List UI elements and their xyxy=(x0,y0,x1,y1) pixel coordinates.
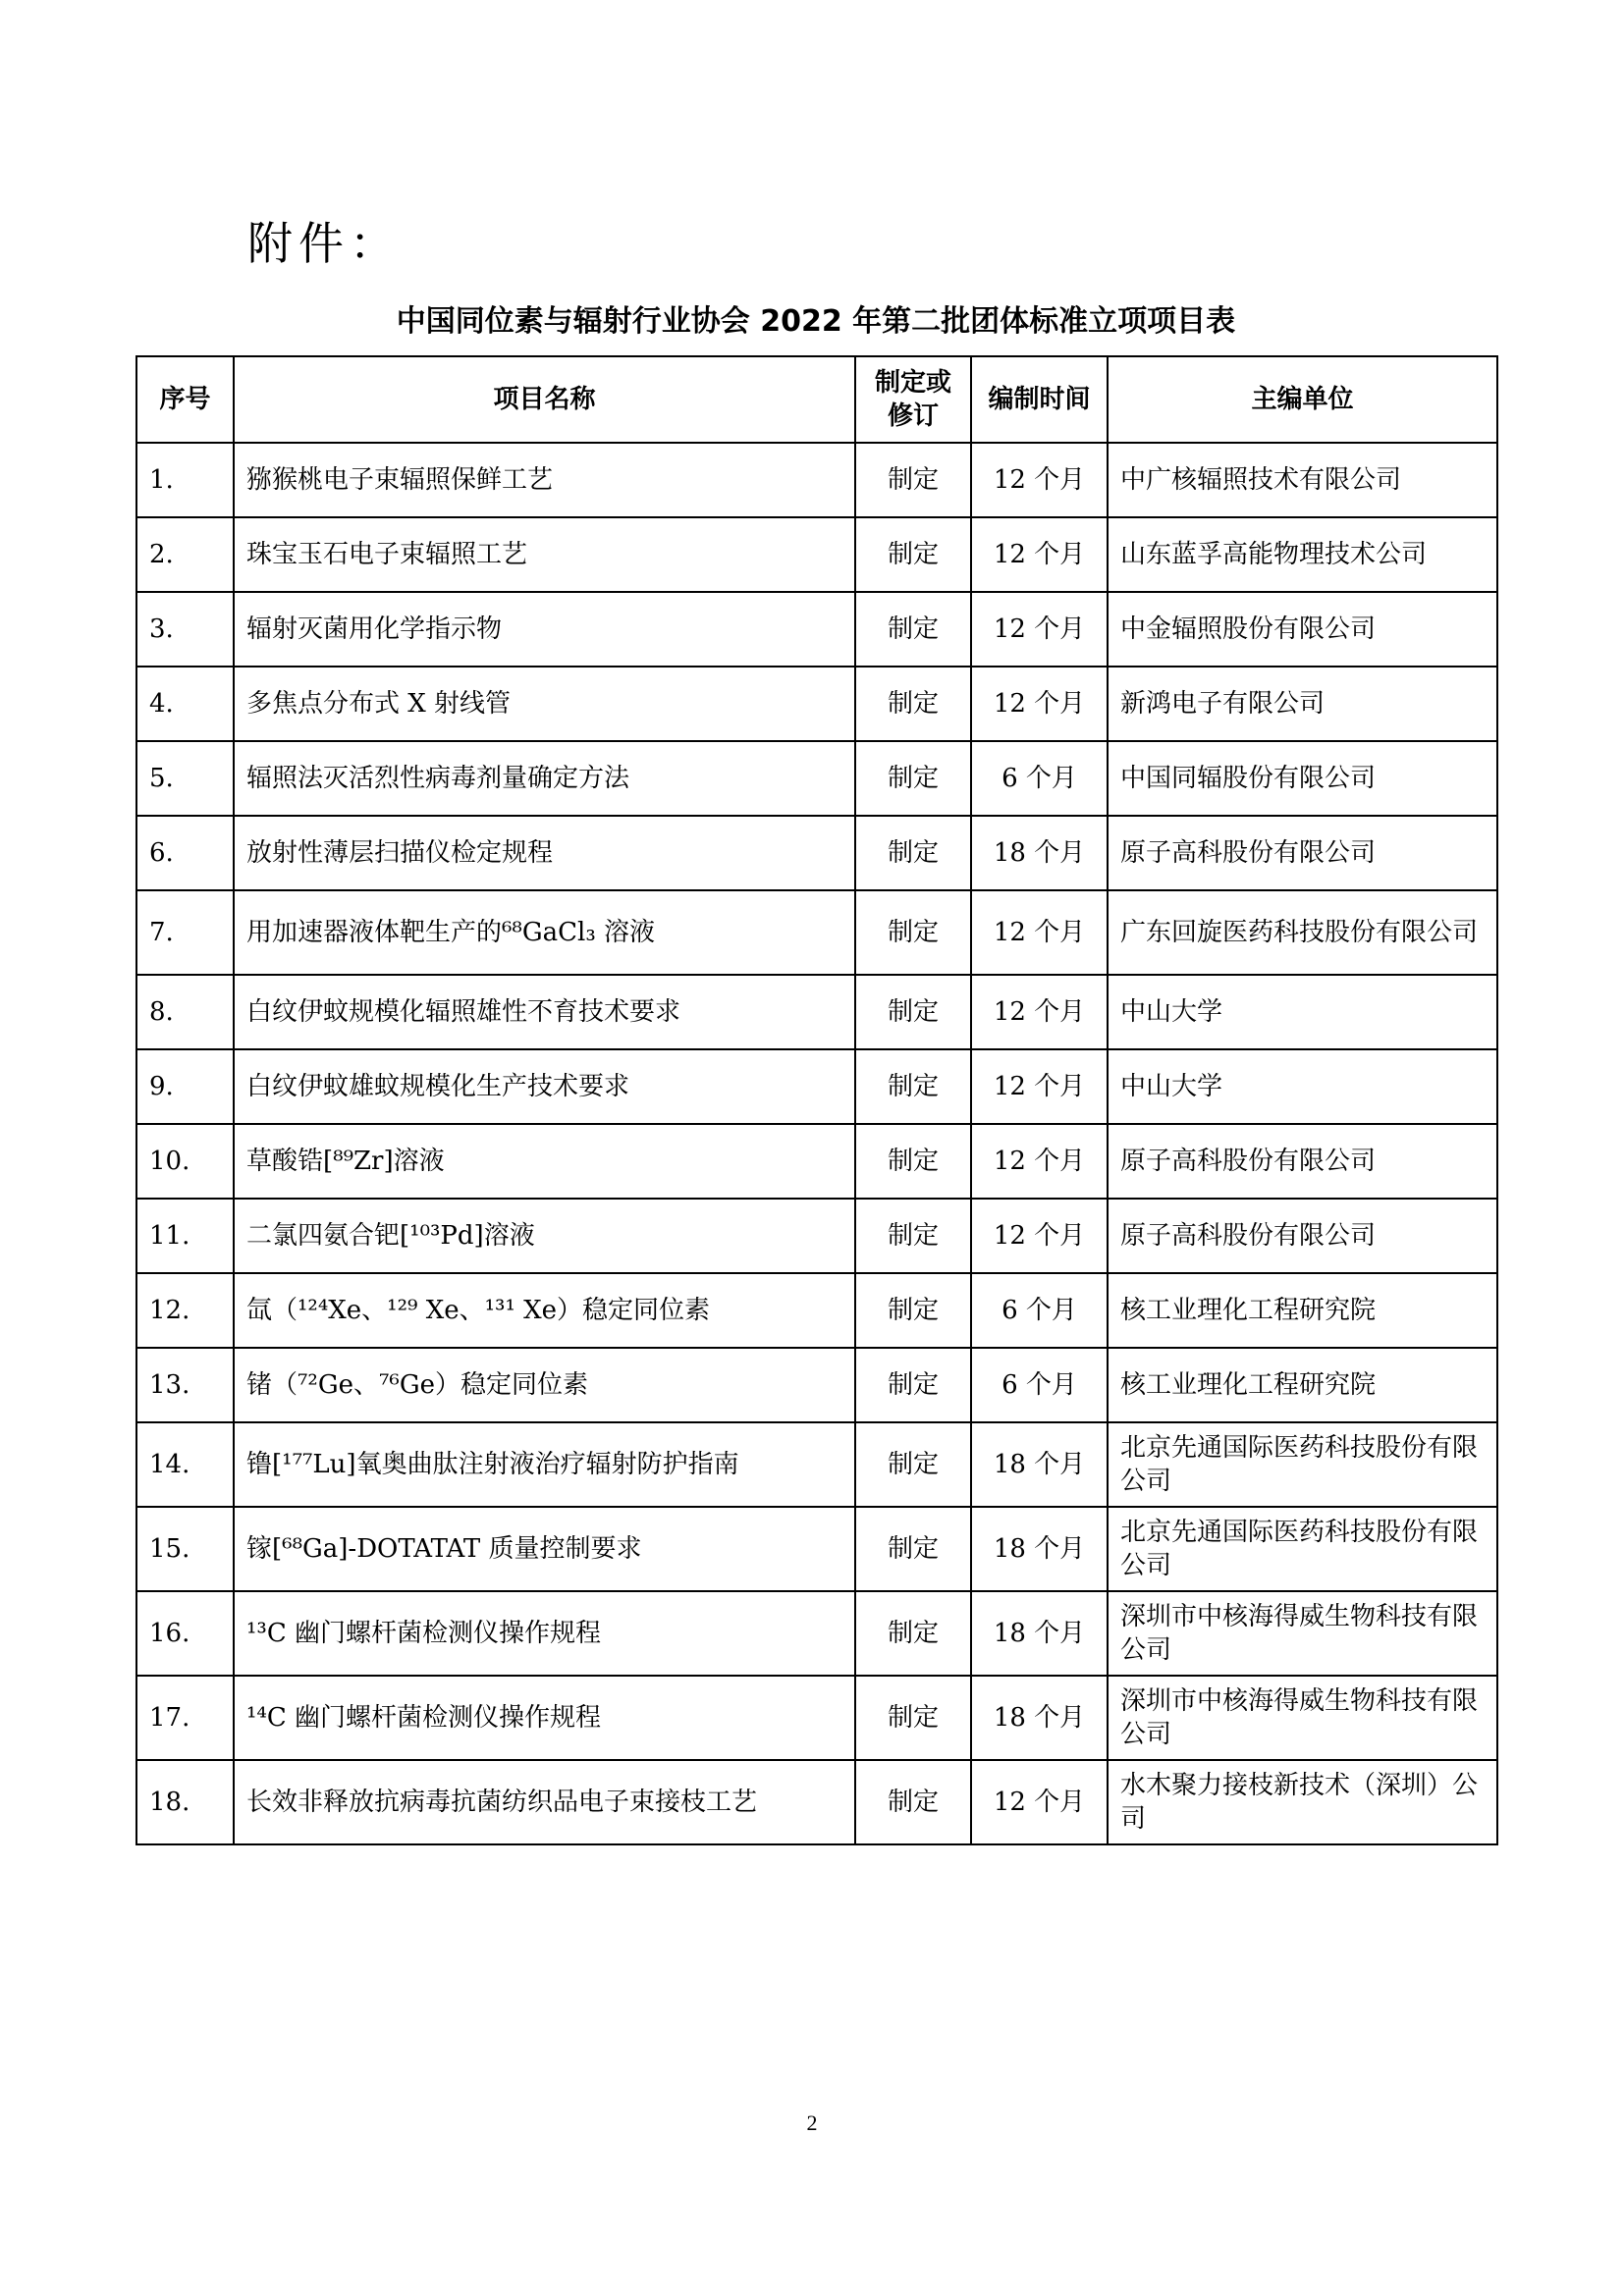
row-type: 制定 xyxy=(855,1591,971,1676)
row-name: 长效非释放抗病毒抗菌纺织品电子束接枝工艺 xyxy=(234,1760,855,1844)
row-name: 镥[¹⁷⁷Lu]氧奥曲肽注射液治疗辐射防护指南 xyxy=(234,1422,855,1507)
table-row xyxy=(136,1760,1497,1844)
row-type: 制定 xyxy=(855,741,971,816)
row-type: 制定 xyxy=(855,592,971,667)
row-type: 制定 xyxy=(855,667,971,741)
row-duration: 18 个月 xyxy=(971,1507,1108,1591)
row-type: 制定 xyxy=(855,1507,971,1591)
row-name: ¹³C 幽门螺杆菌检测仪操作规程 xyxy=(234,1591,855,1676)
row-org: 深圳市中核海得威生物科技有限公司 xyxy=(1108,1591,1497,1676)
row-name: 白纹伊蚊雄蚊规模化生产技术要求 xyxy=(234,1049,855,1124)
table-row xyxy=(136,517,1497,592)
row-org: 中山大学 xyxy=(1108,1049,1497,1124)
row-type: 制定 xyxy=(855,975,971,1049)
row-duration: 12 个月 xyxy=(971,1124,1108,1199)
row-name: 镓[⁶⁸Ga]-DOTATAT 质量控制要求 xyxy=(234,1507,855,1591)
row-name: 锗（⁷²Ge、⁷⁶Ge）稳定同位素 xyxy=(234,1348,855,1422)
row-name: 辐射灭菌用化学指示物 xyxy=(234,592,855,667)
row-org: 北京先通国际医药科技股份有限公司 xyxy=(1108,1422,1497,1507)
table-row xyxy=(136,443,1497,517)
row-duration: 12 个月 xyxy=(971,890,1108,975)
row-index: 1. xyxy=(136,443,234,517)
table-header-row xyxy=(136,356,1497,443)
row-type: 制定 xyxy=(855,1049,971,1124)
table-row xyxy=(136,1348,1497,1422)
table-row xyxy=(136,816,1497,890)
row-duration: 12 个月 xyxy=(971,975,1108,1049)
row-index: 16. xyxy=(136,1591,234,1676)
header-org: 主编单位 xyxy=(1108,356,1497,443)
table-row xyxy=(136,1049,1497,1124)
row-index: 15. xyxy=(136,1507,234,1591)
row-type: 制定 xyxy=(855,1199,971,1273)
row-index: 8. xyxy=(136,975,234,1049)
row-index: 11. xyxy=(136,1199,234,1273)
table-row xyxy=(136,741,1497,816)
row-index: 2. xyxy=(136,517,234,592)
standards-table xyxy=(135,355,1498,1845)
row-org: 北京先通国际医药科技股份有限公司 xyxy=(1108,1507,1497,1591)
row-duration: 12 个月 xyxy=(971,517,1108,592)
row-duration: 12 个月 xyxy=(971,1049,1108,1124)
row-org: 水木聚力接枝新技术（深圳）公司 xyxy=(1108,1760,1497,1844)
row-type: 制定 xyxy=(855,1273,971,1348)
row-index: 5. xyxy=(136,741,234,816)
table-row xyxy=(136,1273,1497,1348)
header-duration: 编制时间 xyxy=(971,356,1108,443)
row-duration: 12 个月 xyxy=(971,443,1108,517)
row-type: 制定 xyxy=(855,1348,971,1422)
table-row xyxy=(136,1422,1497,1507)
row-name: 二氯四氨合钯[¹⁰³Pd]溶液 xyxy=(234,1199,855,1273)
table-row xyxy=(136,1124,1497,1199)
row-name: 白纹伊蚊规模化辐照雄性不育技术要求 xyxy=(234,975,855,1049)
row-duration: 12 个月 xyxy=(971,1760,1108,1844)
row-type: 制定 xyxy=(855,816,971,890)
row-org: 核工业理化工程研究院 xyxy=(1108,1273,1497,1348)
row-org: 新鸿电子有限公司 xyxy=(1108,667,1497,741)
row-org: 核工业理化工程研究院 xyxy=(1108,1348,1497,1422)
row-name: 多焦点分布式 X 射线管 xyxy=(234,667,855,741)
row-duration: 6 个月 xyxy=(971,741,1108,816)
row-type: 制定 xyxy=(855,1676,971,1760)
row-name: 猕猴桃电子束辐照保鲜工艺 xyxy=(234,443,855,517)
attachment-label: 附件： xyxy=(247,217,401,270)
row-index: 3. xyxy=(136,592,234,667)
row-index: 12. xyxy=(136,1273,234,1348)
row-type: 制定 xyxy=(855,890,971,975)
row-org: 山东蓝孚高能物理技术公司 xyxy=(1108,517,1497,592)
row-name: 辐照法灭活烈性病毒剂量确定方法 xyxy=(234,741,855,816)
table-row xyxy=(136,1676,1497,1760)
row-org: 中山大学 xyxy=(1108,975,1497,1049)
row-duration: 6 个月 xyxy=(971,1348,1108,1422)
row-org: 中金辐照股份有限公司 xyxy=(1108,592,1497,667)
row-duration: 18 个月 xyxy=(971,816,1108,890)
document-title: 中国同位素与辐射行业协会 2022 年第二批团体标准立项项目表 xyxy=(396,304,1236,339)
table-row xyxy=(136,1591,1497,1676)
row-name: 草酸锆[⁸⁹Zr]溶液 xyxy=(234,1124,855,1199)
row-org: 中广核辐照技术有限公司 xyxy=(1108,443,1497,517)
row-org: 深圳市中核海得威生物科技有限公司 xyxy=(1108,1676,1497,1760)
row-org: 原子高科股份有限公司 xyxy=(1108,1199,1497,1273)
header-name: 项目名称 xyxy=(234,356,855,443)
table-row xyxy=(136,975,1497,1049)
row-org: 原子高科股份有限公司 xyxy=(1108,816,1497,890)
row-name: 用加速器液体靶生产的⁶⁸GaCl₃ 溶液 xyxy=(234,890,855,975)
row-duration: 18 个月 xyxy=(971,1591,1108,1676)
row-type: 制定 xyxy=(855,1760,971,1844)
row-index: 10. xyxy=(136,1124,234,1199)
header-type: 制定或修订 xyxy=(855,356,971,443)
row-index: 13. xyxy=(136,1348,234,1422)
row-duration: 6 个月 xyxy=(971,1273,1108,1348)
row-index: 17. xyxy=(136,1676,234,1760)
row-type: 制定 xyxy=(855,1124,971,1199)
row-type: 制定 xyxy=(855,517,971,592)
row-index: 4. xyxy=(136,667,234,741)
table-row xyxy=(136,890,1497,975)
header-index: 序号 xyxy=(136,356,234,443)
table-row xyxy=(136,592,1497,667)
row-name: ¹⁴C 幽门螺杆菌检测仪操作规程 xyxy=(234,1676,855,1760)
page-number: 2 xyxy=(806,2110,818,2135)
row-type: 制定 xyxy=(855,443,971,517)
table-row xyxy=(136,1507,1497,1591)
table-row xyxy=(136,667,1497,741)
table-row xyxy=(136,1199,1497,1273)
row-index: 6. xyxy=(136,816,234,890)
row-duration: 12 个月 xyxy=(971,667,1108,741)
row-name: 氙（¹²⁴Xe、¹²⁹ Xe、¹³¹ Xe）稳定同位素 xyxy=(234,1273,855,1348)
row-duration: 12 个月 xyxy=(971,592,1108,667)
row-index: 9. xyxy=(136,1049,234,1124)
row-index: 14. xyxy=(136,1422,234,1507)
row-org: 广东回旋医药科技股份有限公司 xyxy=(1108,890,1497,975)
row-org: 中国同辐股份有限公司 xyxy=(1108,741,1497,816)
row-org: 原子高科股份有限公司 xyxy=(1108,1124,1497,1199)
row-index: 7. xyxy=(136,890,234,975)
row-duration: 18 个月 xyxy=(971,1676,1108,1760)
row-duration: 18 个月 xyxy=(971,1422,1108,1507)
row-type: 制定 xyxy=(855,1422,971,1507)
row-name: 珠宝玉石电子束辐照工艺 xyxy=(234,517,855,592)
row-name: 放射性薄层扫描仪检定规程 xyxy=(234,816,855,890)
row-duration: 12 个月 xyxy=(971,1199,1108,1273)
row-index: 18. xyxy=(136,1760,234,1844)
